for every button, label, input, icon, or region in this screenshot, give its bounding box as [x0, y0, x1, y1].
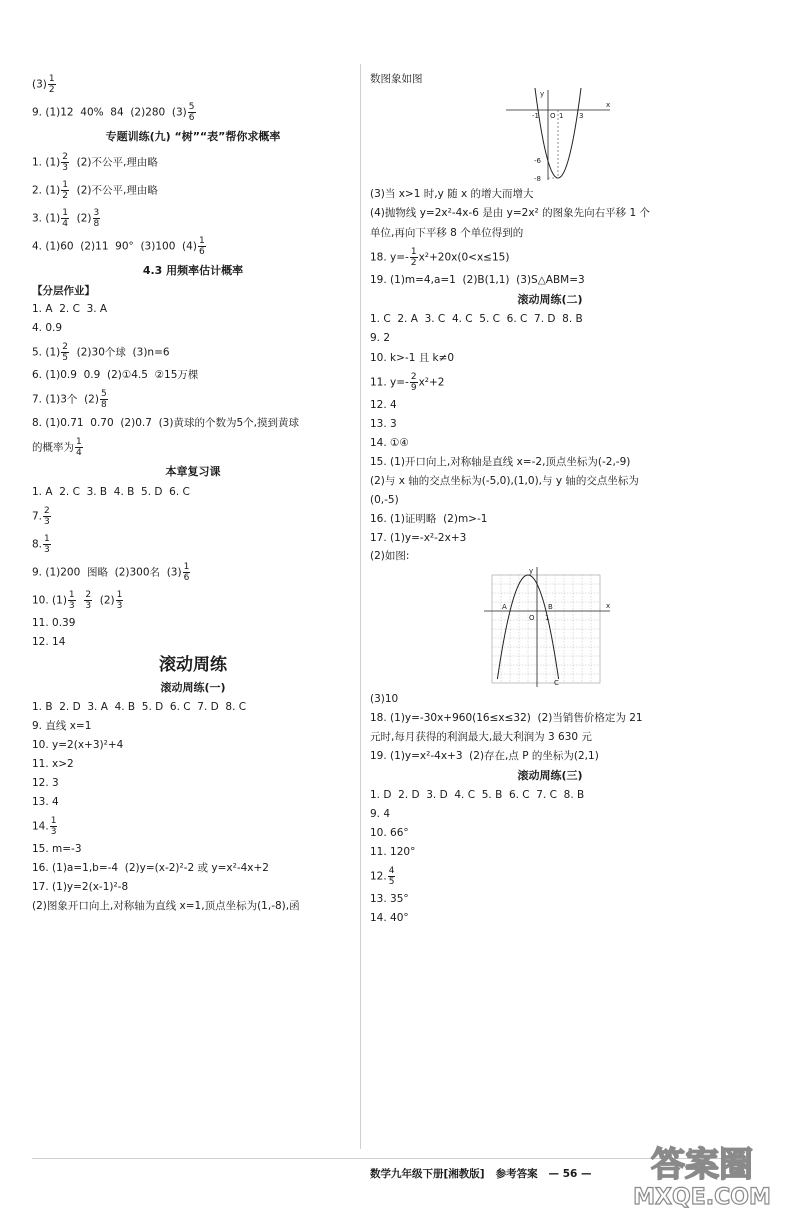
answer-line-w13 [370, 890, 730, 909]
answer-content [32, 899, 300, 914]
section-heading-h-special9 [32, 126, 354, 148]
answer-text: 11. y=- [370, 376, 409, 388]
answer-content [370, 187, 534, 202]
fraction-denominator: 5 [388, 876, 395, 887]
answer-line-q15b [370, 472, 730, 491]
answer-text: (3) [32, 78, 47, 90]
answer-line-q10 [370, 348, 730, 368]
answer-text: 数图象如图 [370, 72, 423, 85]
answer-line-f8a [32, 413, 354, 433]
answer-line-p4b [370, 223, 730, 244]
section-heading-text: 滚动周练(二) [517, 293, 583, 306]
section-heading-text: 4.3 用频率估计概率 [142, 264, 244, 277]
section-heading-h-rolling2 [370, 290, 730, 310]
section-heading-h-review [32, 461, 354, 483]
fraction-numerator: 2 [62, 151, 68, 162]
answer-text: 11. x>2 [32, 758, 74, 770]
answer-line-p19 [370, 270, 730, 290]
fraction-denominator: 9 [410, 382, 417, 393]
answer-text: 单位,再向下平移 8 个单位得到的 [370, 227, 524, 239]
answer-content [370, 512, 487, 527]
answer-line-g15 [32, 840, 354, 859]
fraction-denominator: 3 [62, 162, 68, 173]
answer-content [370, 531, 466, 546]
tick-1: 1 [559, 112, 564, 120]
answer-text: 10. y=2(x+3)²+4 [32, 739, 124, 751]
answer-text: 14. [32, 820, 49, 832]
fraction-denominator: 6 [183, 572, 190, 583]
answer-text: 3. (1) [32, 212, 61, 224]
answer-text: 1. B 2. D 3. A 4. B 5. D 6. C 7. D 8. C [32, 701, 247, 713]
answer-content [370, 826, 409, 841]
fraction [50, 816, 58, 837]
answer-content [370, 351, 454, 366]
answer-line-r8 [32, 530, 354, 558]
answer-line-p18 [370, 244, 730, 270]
answer-content [32, 880, 128, 895]
origin-label: O [550, 112, 556, 120]
answer-content [370, 455, 630, 470]
answer-content [370, 549, 409, 564]
answer-text: 13. 4 [32, 796, 59, 808]
fraction-numerator: 4 [388, 865, 395, 876]
section-heading-h-43 [32, 260, 354, 282]
section-heading-text: 本章复习课 [165, 465, 221, 478]
answer-text: 8. [32, 538, 43, 550]
answer-line-g14 [32, 812, 354, 840]
answer-text: (2)不公平,理由略 [69, 156, 158, 168]
y-axis-label: y [540, 90, 545, 98]
answer-line-g11 [32, 755, 354, 774]
fraction-numerator: 1 [410, 246, 417, 257]
fraction [183, 562, 191, 583]
origin-label: O [529, 614, 535, 622]
answer-text: (2)30个球 (3)n=6 [69, 346, 170, 358]
answer-line-f5 [32, 338, 354, 366]
answer-content [370, 331, 390, 346]
answer-text: (3)10 [370, 692, 399, 705]
fraction [100, 389, 108, 410]
answer-content [32, 562, 191, 583]
answer-line-f6 [32, 366, 354, 385]
answer-line-q1 [370, 310, 730, 329]
homework-tag [32, 282, 354, 300]
answer-text: 9. 2 [370, 332, 391, 344]
answer-line-p3 [370, 184, 730, 204]
answer-content [370, 845, 415, 860]
answer-line-g16 [32, 859, 354, 878]
fraction-denominator: 2 [48, 84, 55, 95]
parabola-graph-1 [498, 88, 618, 184]
answer-content [32, 342, 170, 363]
page-footer [370, 1166, 591, 1181]
fraction-numerator: 1 [44, 533, 50, 544]
answer-content [370, 788, 584, 803]
answer-text: 1. D 2. D 3. D 4. C 5. B 6. C 7. C 8. B [370, 789, 585, 801]
section-heading-h-rolling3 [370, 766, 730, 786]
fraction-denominator: 2 [410, 257, 417, 268]
x-axis-label: x [606, 101, 611, 109]
answer-content [370, 749, 599, 764]
answer-content [32, 389, 109, 410]
answer-text: 19. (1)m=4,a=1 (2)B(1,1) (3)S△ABM=3 [370, 273, 585, 286]
answer-text: 2. (1) [32, 184, 61, 196]
answer-content [370, 247, 509, 268]
fraction [48, 74, 56, 95]
fraction-numerator: 5 [100, 388, 107, 399]
fraction-numerator: 1 [198, 235, 205, 246]
answer-text: (3)当 x>1 时,y 随 x 的增大而增大 [370, 187, 534, 200]
fraction [61, 152, 69, 173]
answer-line-r1 [32, 483, 354, 502]
fraction-denominator: 3 [44, 516, 50, 527]
answer-content [370, 911, 409, 926]
answer-line-r11 [32, 614, 354, 633]
answer-content [32, 635, 65, 650]
answer-content [370, 398, 397, 413]
fraction [410, 247, 418, 268]
answer-content [370, 72, 423, 87]
answer-line-w9 [370, 805, 730, 824]
fraction [43, 506, 51, 527]
answer-text: 10. 66° [370, 827, 409, 839]
fraction-denominator: 8 [100, 399, 107, 410]
answer-text: 11. 0.39 [32, 617, 76, 629]
answer-text: 元时,每月获得的利润最大,最大利润为 3 630 元 [370, 731, 592, 743]
answer-content [32, 842, 82, 857]
answer-line-s1 [32, 148, 354, 176]
fraction-denominator: 3 [116, 600, 123, 611]
answer-content [370, 692, 398, 707]
section-heading-text: 专题训练(九) “树”“表”帮你求概率 [105, 130, 281, 143]
homework-tag-text: 【分层作业】 [32, 284, 95, 297]
answer-content [370, 273, 585, 288]
answer-content [370, 226, 523, 241]
answer-content [370, 730, 592, 745]
answer-text: 11. 120° [370, 846, 416, 858]
fraction-denominator: 3 [85, 600, 92, 611]
fraction [388, 866, 396, 887]
answer-text: 15. m=-3 [32, 843, 82, 855]
fraction [61, 342, 69, 363]
answer-text: 14. ①④ [370, 437, 409, 449]
fraction [75, 437, 83, 458]
answer-text: 13. 35° [370, 893, 409, 905]
answer-line-p4a [370, 204, 730, 223]
y-axis-label: y [529, 567, 534, 575]
fraction-numerator: 2 [62, 341, 68, 352]
answer-line-r12 [32, 633, 354, 652]
answer-line-q17c [370, 689, 730, 709]
fraction-denominator: 5 [62, 352, 68, 363]
answer-content [370, 807, 390, 822]
right-column [370, 70, 730, 928]
fraction-numerator: 1 [183, 561, 190, 572]
tick-3: 3 [579, 112, 584, 120]
answer-line-q9 [32, 98, 354, 126]
answer-text: 10. k>-1 且 k≠0 [370, 351, 455, 364]
watermark-logo [612, 1138, 792, 1210]
answer-text: 15. (1)开口向上,对称轴是直线 x=-2,顶点坐标为(-2,-9) [370, 456, 631, 468]
answer-text: (2)不公平,理由略 [69, 184, 158, 196]
answer-text: 1. A 2. C 3. B 4. B 5. D 6. C [32, 486, 190, 498]
answer-text: 5. (1) [32, 346, 61, 358]
answer-line-f7 [32, 385, 354, 413]
answer-text: 4. (1)60 (2)11 90° (3)100 (4) [32, 240, 197, 252]
answer-line-g12 [32, 774, 354, 793]
answer-text: 16. (1)证明略 (2)m>-1 [370, 513, 488, 525]
answer-text: 8. (1)0.71 0.70 (2)0.7 (3)黄球的个数为5个,摸到黄球 [32, 416, 299, 429]
answer-text: 12. 14 [32, 636, 66, 648]
answer-content [32, 590, 124, 611]
fraction-denominator: 4 [62, 218, 68, 229]
fraction-numerator: 1 [50, 815, 57, 826]
answer-content [32, 485, 190, 500]
answer-text: (2)如图: [370, 550, 410, 562]
answer-line-q17 [370, 529, 730, 548]
point-c-label: C [554, 679, 559, 687]
x-axis-label: x [606, 602, 611, 610]
answer-line-w10 [370, 824, 730, 843]
answer-content [370, 312, 583, 327]
answer-text: 10. (1) [32, 594, 67, 606]
footer-book-title: 数学九年级下册[湘教版] [370, 1168, 485, 1180]
answer-text: 7. [32, 510, 43, 522]
answer-text: 18. (1)y=-30x+960(16≤x≤32) (2)当销售价格定为 21 [370, 712, 643, 724]
tick-neg6: -6 [534, 157, 541, 165]
fraction-denominator: 3 [50, 826, 57, 837]
answer-content [32, 757, 74, 772]
answer-line-s2 [32, 176, 354, 204]
answer-text: (4)抛物线 y=2x²-4x-6 是由 y=2x² 的图象先向右平移 1 个 [370, 207, 650, 219]
answer-content [32, 776, 59, 791]
fraction-numerator: 3 [93, 207, 100, 218]
answer-content [32, 816, 58, 837]
answer-line-q17b [370, 548, 730, 565]
answer-text: 1. A 2. C 3. A [32, 303, 108, 315]
answer-line-s3 [32, 204, 354, 232]
answer-content [32, 152, 158, 173]
fraction-denominator: 3 [68, 600, 75, 611]
answer-line-f4 [32, 319, 354, 338]
answer-text: (2) [93, 594, 115, 606]
answer-line-q12 [370, 396, 730, 415]
fraction [84, 590, 92, 611]
answer-content [370, 436, 409, 451]
footer-page-number: — 56 — [548, 1168, 592, 1180]
answer-content [370, 493, 399, 508]
answer-text: 17. (1)y=2(x-1)²-8 [32, 881, 129, 893]
answer-line-w1 [370, 786, 730, 805]
answer-content [32, 719, 91, 734]
fraction-denominator: 4 [76, 447, 82, 458]
answer-text: 12. [370, 870, 387, 882]
answer-text: 13. 3 [370, 418, 397, 430]
answer-line-q15c [370, 491, 730, 510]
fraction-numerator: 2 [44, 505, 50, 516]
footer-section: 参考答案 [495, 1168, 538, 1180]
answer-text: 12. 4 [370, 399, 397, 411]
answer-content [32, 236, 207, 257]
answer-content [32, 534, 52, 555]
answer-text: 1. C 2. A 3. C 4. C 5. C 6. C 7. D 8. B [370, 313, 583, 325]
answer-text: x²+20x(0<x≤15) [418, 251, 510, 263]
answer-line-q19 [370, 747, 730, 766]
fraction [410, 372, 418, 393]
answer-text: 14. 40° [370, 912, 409, 924]
answer-content [32, 102, 197, 123]
answer-line-g9 [32, 717, 354, 736]
answer-text: 4. 0.9 [32, 322, 63, 334]
answer-text: 的概率为 [32, 441, 74, 453]
fraction [68, 590, 76, 611]
tick-neg1: -1 [532, 112, 539, 120]
section-heading-text: 滚动周练(一) [160, 681, 226, 694]
answer-text: 9. (1)12 40% 84 (2)280 (3) [32, 106, 187, 118]
answer-text: 9. 4 [370, 808, 391, 820]
answer-line-q8-3 [32, 70, 354, 98]
answer-line-g1 [32, 698, 354, 717]
fraction [61, 208, 69, 229]
answer-text: (2)与 x 轴的交点坐标为(-5,0),(1,0),与 y 轴的交点坐标为 [370, 475, 639, 487]
answer-line-w11 [370, 843, 730, 862]
answer-content [370, 417, 397, 432]
answer-text: 19. (1)y=x²-4x+3 (2)存在,点 P 的坐标为(2,1) [370, 750, 599, 762]
answer-text [77, 594, 84, 606]
fraction-denominator: 8 [93, 218, 100, 229]
fraction [116, 590, 124, 611]
answer-content [370, 206, 650, 221]
answer-content [32, 368, 198, 383]
section-heading-h-rolling1 [32, 678, 354, 698]
tick-1: 1 [545, 614, 550, 622]
fraction [188, 102, 196, 123]
answer-content [32, 700, 246, 715]
answer-line-w12 [370, 862, 730, 890]
answer-text: 9. 直线 x=1 [32, 720, 92, 732]
fraction-denominator: 6 [198, 246, 205, 257]
answer-content [32, 208, 101, 229]
answer-text: (2) [69, 212, 92, 224]
answer-content [370, 474, 639, 489]
fraction [198, 236, 206, 257]
fraction-numerator: 1 [68, 589, 75, 600]
answer-content [32, 506, 52, 527]
answer-text: 1. (1) [32, 156, 61, 168]
answer-text: 9. (1)200 图略 (2)300名 (3) [32, 566, 182, 578]
answer-line-r7 [32, 502, 354, 530]
answer-line-f8b [32, 433, 354, 461]
answer-content [32, 738, 123, 753]
answer-line-g10 [32, 736, 354, 755]
chapter-heading-text: 滚动周练 [159, 655, 227, 675]
answer-content [32, 302, 107, 317]
chapter-heading-h-rolling [32, 652, 354, 678]
answer-content [370, 711, 643, 726]
answer-content [32, 437, 84, 458]
fraction-numerator: 2 [410, 371, 417, 382]
fraction-numerator: 2 [85, 589, 92, 600]
fraction-numerator: 1 [62, 207, 68, 218]
answer-line-q13 [370, 415, 730, 434]
answer-content [370, 866, 396, 887]
fraction-numerator: 5 [188, 101, 195, 112]
fraction-denominator: 6 [188, 112, 195, 123]
column-divider [360, 64, 361, 1149]
answer-content [370, 372, 444, 393]
answer-text: (0,-5) [370, 494, 399, 506]
answer-content [32, 180, 158, 201]
answer-content [370, 892, 409, 907]
point-a-label: A [502, 603, 507, 611]
answer-text: 6. (1)0.9 0.9 (2)①4.5 ②15万棵 [32, 369, 199, 381]
point-b-label: B [548, 603, 553, 611]
answer-content [32, 795, 59, 810]
answer-line-q18a [370, 709, 730, 728]
fraction-numerator: 1 [48, 73, 55, 84]
fraction-numerator: 1 [62, 179, 68, 190]
answer-text: 17. (1)y=-x²-2x+3 [370, 532, 467, 544]
answer-content [32, 74, 57, 95]
parabola-graph-2 [482, 565, 616, 689]
watermark-domain: MXQE.COM [633, 1185, 771, 1210]
section-heading-text: 滚动周练(三) [517, 769, 583, 782]
left-column [32, 70, 354, 916]
answer-text: 12. 3 [32, 777, 59, 789]
fraction-numerator: 1 [116, 589, 123, 600]
fraction-numerator: 1 [76, 436, 82, 447]
answer-line-q15a [370, 453, 730, 472]
fraction [61, 180, 69, 201]
answer-line-q9b [370, 329, 730, 348]
answer-line-g17b [32, 897, 354, 916]
answer-content [32, 861, 269, 876]
answer-line-q11 [370, 368, 730, 396]
answer-line-q14 [370, 434, 730, 453]
answer-content [32, 321, 62, 336]
answer-content [32, 616, 75, 631]
watermark-main: 答案圈 [651, 1145, 753, 1185]
answer-line-r10 [32, 586, 354, 614]
fraction-denominator: 3 [44, 544, 50, 555]
tick-neg8: -8 [534, 175, 541, 183]
answer-line-w14 [370, 909, 730, 928]
answer-line-f1 [32, 300, 354, 319]
answer-line-g13 [32, 793, 354, 812]
answer-line-g17 [32, 878, 354, 897]
answer-line-s4 [32, 232, 354, 260]
answer-content [32, 416, 299, 431]
answer-line-p1 [370, 70, 730, 88]
answer-text: 16. (1)a=1,b=-4 (2)y=(x-2)²-2 或 y=x²-4x+2 [32, 862, 269, 874]
answer-line-q18b [370, 728, 730, 747]
fraction [43, 534, 51, 555]
answer-text: x²+2 [418, 376, 445, 388]
answer-line-q16 [370, 510, 730, 529]
answer-text: 18. y=- [370, 251, 409, 263]
answer-text: 7. (1)3个 (2) [32, 393, 99, 405]
answer-text: (2)图象开口向上,对称轴为直线 x=1,顶点坐标为(1,-8),函 [32, 900, 300, 912]
fraction-denominator: 2 [62, 190, 68, 201]
fraction [93, 208, 101, 229]
answer-line-r9 [32, 558, 354, 586]
